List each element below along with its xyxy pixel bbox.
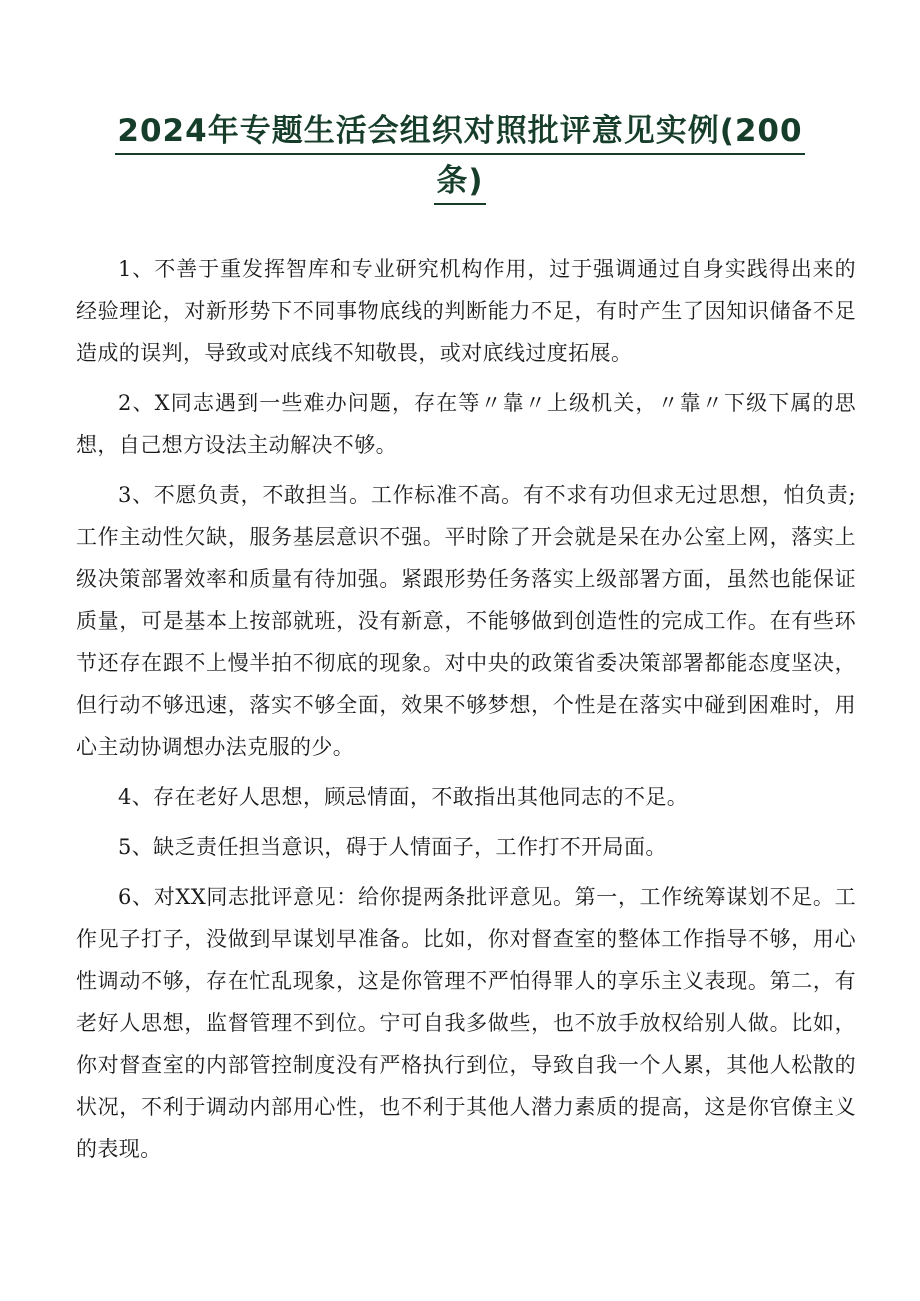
- paragraph-5: 5、缺乏责任担当意识，碍于人情面子，工作打不开局面。: [118, 835, 667, 859]
- document-title: [110, 106, 810, 206]
- paragraph-2: 2、X同志遇到一些难办问题，存在等〃靠〃上级机关，〃靠〃下级下属的思想，自己想方设法主动解决不够。: [76, 391, 856, 457]
- paragraph-3: 3、不愿负责，不敢担当。工作标准不高。有不求有功但求无过思想，怕负责;工作主动性欠缺，服务基层意识不强。平时除了开会就是呆在办公室上网，落实上级决策部署效率和质量有待加强。紧跟形势任务落实上级部署方面，虽然也能保证质量，可是基本上按部就班，没有新意，不能够做到创造性的完成工作。在有些环节还存在跟不上慢半拍不彻底的现象。对中央的政策省委决策部署都能态度坚决，但行动不够迅速，落实不够全面，效果不够梦想，个性是在落实中碰到困难时，用心主动协调想办法克服的少。: [76, 483, 856, 759]
- paragraph-4: 4、存在老好人思想，顾忌情面，不敢指出其他同志的不足。: [118, 785, 689, 809]
- title-line-2: 条): [434, 159, 485, 205]
- document-body: [76, 248, 856, 1178]
- paragraph-6: 6、对XX同志批评意见：给你提两条批评意见。第一，工作统筹谋划不足。工作见子打子，没做到早谋划早准备。比如，你对督查室的整体工作指导不够，用心性调动不够，存在忙乱现象，这是你管理不严怕得罪人的享乐主义表现。第二，有老好人思想，监督管理不到位。宁可自我多做些，也不放手放权给别人做。比如，你对督查室的内部管控制度没有严格执行到位，导致自我一个人累，其他人松散的状况，不利于调动内部用心性，也不利于其他人潜力素质的提高，这是你官僚主义的表现。: [76, 885, 856, 1161]
- paragraph-1: 1、不善于重发挥智库和专业研究机构作用，过于强调通过自身实践得出来的经验理论，对新形势下不同事物底线的判断能力不足，有时产生了因知识储备不足造成的误判，导致或对底线不知敬畏，或对底线过度拓展。: [76, 257, 856, 365]
- title-line-1: 2024年专题生活会组织对照批评意见实例(200: [115, 109, 804, 155]
